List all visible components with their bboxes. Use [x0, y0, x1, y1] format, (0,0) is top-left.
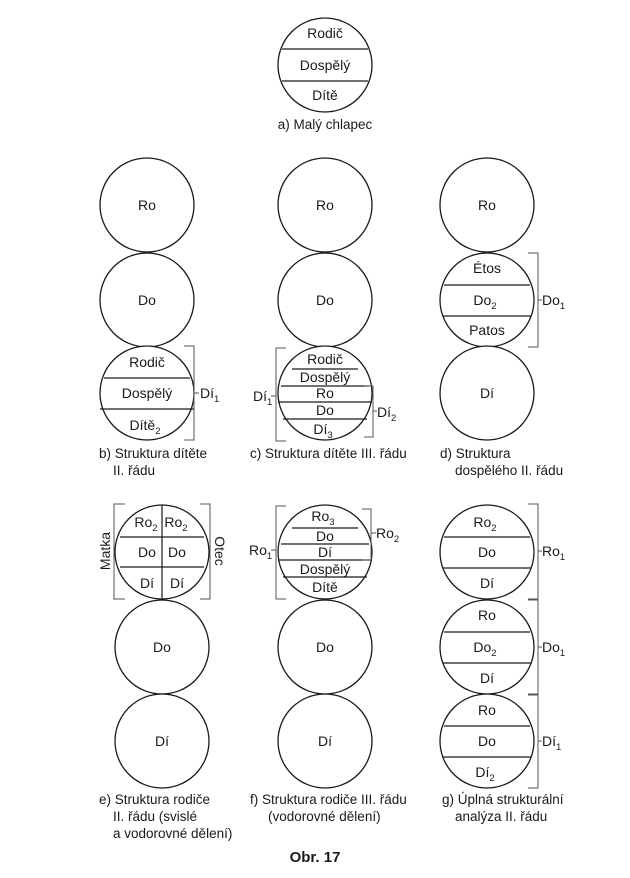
label-di: Dí: [140, 575, 154, 591]
label-do: Do: [168, 544, 186, 560]
label-ro: Ro: [478, 197, 496, 213]
figure-title: Obr. 17: [289, 849, 341, 866]
bracket-label-ro-1: $Ro_1$: [249, 542, 273, 562]
caption-g: analýza II. řádu: [455, 809, 548, 824]
bracket-label-di-1: $Dí_1$: [253, 388, 273, 408]
label-do: Do: [478, 733, 496, 749]
label-di-2: $Dí_2$: [475, 764, 495, 784]
label-di: Dí: [318, 733, 332, 749]
label-di: Dí: [318, 544, 332, 560]
label-dospely: Dospělý: [299, 561, 351, 577]
label-ro: Ro: [316, 197, 334, 213]
bracket-label-do-1: $Do_1$: [542, 292, 566, 312]
diagram-b: [99, 158, 219, 478]
label-do: Do: [478, 544, 496, 560]
label-di: Dí: [480, 670, 494, 686]
label-dite-2: Dítě$_2$: [129, 417, 161, 437]
label-matka: Matka: [97, 531, 113, 571]
label-di: Dí: [480, 575, 494, 591]
caption-c: c) Struktura dítěte III. řádu: [250, 446, 407, 461]
diagram-c: [250, 158, 407, 461]
bracket-label-di-1: $Dí_1$: [200, 385, 220, 405]
label-ro: Ro: [138, 197, 156, 213]
label-do-2: $Do_2$: [473, 639, 497, 659]
label-di: Dí: [155, 733, 169, 749]
label-do: Do: [138, 544, 156, 560]
bracket-label-ro-2: $Ro_2$: [376, 525, 400, 545]
label-di: Dí: [170, 575, 184, 591]
label-etos: Étos: [472, 260, 502, 276]
label-patos: Patos: [469, 322, 505, 338]
label-di: Dí: [480, 385, 494, 401]
caption-b: b) Struktura dítěte: [99, 446, 208, 461]
label-do: Do: [316, 402, 334, 418]
label-ro-3: $Ro_3$: [311, 508, 335, 528]
diagram-a: [278, 18, 373, 132]
caption-f: (vodorovné dělení): [268, 809, 381, 824]
caption-d: dospělého II. řádu: [455, 463, 564, 478]
label-otec: Otec: [212, 536, 228, 566]
diagram-f: [249, 505, 407, 824]
label-ro: Ro: [478, 607, 496, 623]
label-ro-2: $Ro_2$: [134, 514, 158, 534]
label-do: Do: [138, 292, 156, 308]
bracket-label-di-2: $Dí_2$: [377, 404, 397, 424]
caption-e: II. řádu (svislé: [113, 809, 198, 824]
label-di-3: $Dí_3$: [313, 421, 333, 441]
label-dospely: Dospělý: [121, 385, 173, 401]
diagram-d: [440, 158, 565, 478]
label-ro: Ro: [316, 385, 334, 401]
label-dite: Dítě: [312, 87, 338, 103]
caption-g: g) Úplná strukturální: [442, 792, 564, 807]
label-rodic: Rodič: [129, 354, 165, 370]
label-rodic: Rodič: [307, 25, 343, 41]
caption-e: e) Struktura rodiče: [99, 792, 211, 807]
label-do: Do: [153, 639, 171, 655]
diagram-e: [97, 504, 232, 841]
caption-e: a vodorovné dělení): [113, 826, 233, 841]
label-ro-2: $Ro_2$: [473, 514, 497, 534]
caption-d: d) Struktura: [440, 446, 511, 461]
label-do: Do: [316, 639, 334, 655]
caption-f: f) Struktura rodiče III. řádu: [250, 792, 407, 807]
bracket-label-di-1: $Dí_1$: [542, 733, 562, 753]
label-dospely: Dospělý: [299, 369, 351, 385]
caption-a: a) Malý chlapec: [277, 117, 373, 132]
label-ro-2: $Ro_2$: [164, 514, 188, 534]
label-do: Do: [316, 292, 334, 308]
label-ro: Ro: [478, 702, 496, 718]
label-dite: Dítě: [312, 579, 338, 595]
diagram-g: [440, 504, 565, 824]
label-do: Do: [316, 528, 334, 544]
label-rodic: Rodič: [307, 351, 343, 367]
label-dospely: Dospělý: [299, 57, 351, 73]
bracket-label-do-1: $Do_1$: [542, 639, 566, 659]
caption-b: II. řádu: [113, 463, 156, 478]
label-do-2: $Do_2$: [473, 292, 497, 312]
bracket-label-ro-1: $Ro_1$: [542, 543, 566, 563]
